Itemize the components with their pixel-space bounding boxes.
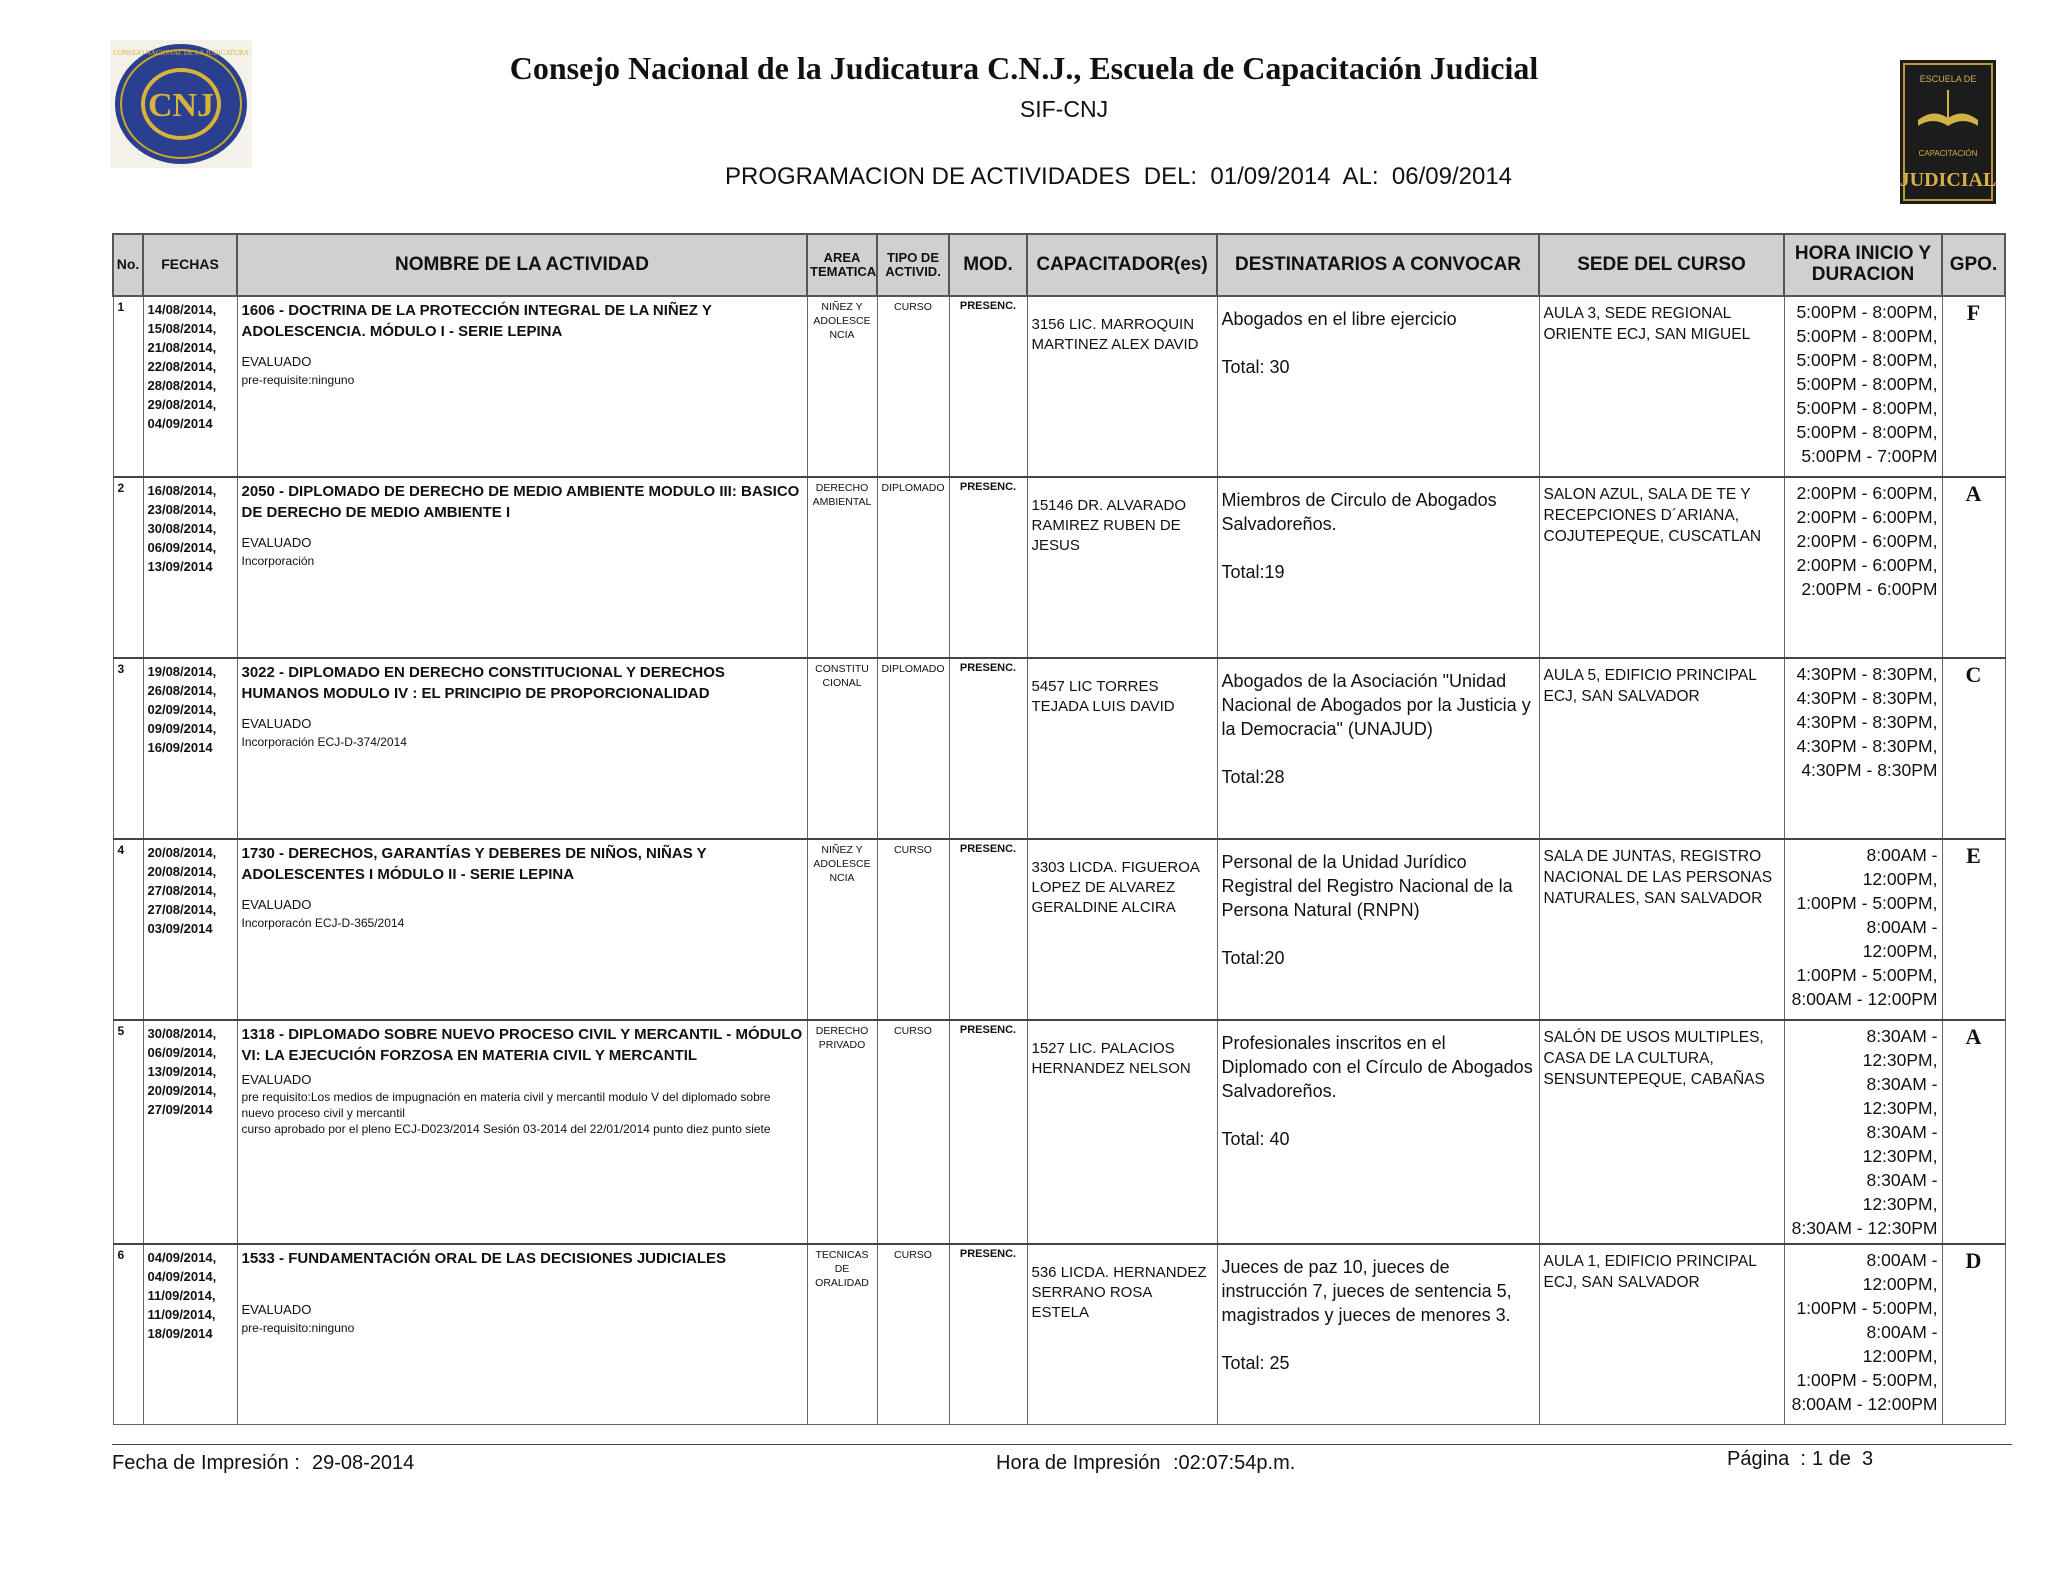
- row-type: CURSO: [877, 1244, 949, 1425]
- row-recipients: [1217, 839, 1539, 1020]
- activity-note: Incorporación ECJ-D-374/2014: [241, 735, 407, 749]
- col-header-destinatarios: DESTINATARIOS A CONVOCAR: [1217, 234, 1539, 296]
- row-venue: AULA 3, SEDE REGIONAL ORIENTE ECJ, SAN MIGUEL: [1539, 296, 1784, 477]
- col-header-area: AREA TEMATICA: [807, 234, 877, 296]
- activity-title: 1533 - FUNDAMENTACIÓN ORAL DE LAS DECISIONES JUDICIALES: [241, 1250, 727, 1267]
- page-value: 1 de 3: [1812, 1448, 1874, 1470]
- activity-note: Incorporacón ECJ-D-365/2014: [241, 916, 405, 930]
- recipients-total: Total: 40: [1221, 1129, 1290, 1149]
- row-number: 4: [113, 839, 143, 1020]
- row-area: NIÑEZ Y ADOLESCE NCIA: [807, 839, 877, 1020]
- col-header-hora: HORA INICIO Y DURACION: [1784, 234, 1942, 296]
- activity-note: pre requisito:Los medios de impugnación en materia civil y mercantil modulo V del diplomado sobre nuevo proceso civil y mercantil curso aprobado por el pleno ECJ-D023/2014 Sesión 03-2014 del 22/01/2014 punto diez punto siete: [241, 1090, 771, 1136]
- activity-status: EVALUADO: [241, 1072, 312, 1087]
- col-header-sede: SEDE DEL CURSO: [1539, 234, 1784, 296]
- row-activity: [237, 477, 807, 658]
- row-venue: SALÓN DE USOS MULTIPLES, CASA DE LA CULTURA, SENSUNTEPEQUE, CABAÑAS: [1539, 1020, 1784, 1244]
- recipients-total: Total: 25: [1221, 1353, 1290, 1373]
- col-header-tipo: TIPO DE ACTIVID.: [877, 234, 949, 296]
- row-activity: [237, 658, 807, 839]
- row-area: CONSTITU CIONAL: [807, 658, 877, 839]
- row-type: DIPLOMADO: [877, 477, 949, 658]
- recipients-text: Abogados de la Asociación "Unidad Nacional de Abogados por la Justicia y la Democracia" (UNAJUD): [1221, 671, 1531, 739]
- row-area: TECNICAS DE ORALIDAD: [807, 1244, 877, 1425]
- row-modality: PRESENC.: [949, 839, 1027, 1020]
- table-row: [113, 839, 2005, 1020]
- row-recipients: [1217, 1020, 1539, 1244]
- row-trainer: 1527 LIC. PALACIOS HERNANDEZ NELSON: [1027, 1020, 1217, 1244]
- row-group: C: [1942, 658, 2005, 839]
- row-activity: [237, 296, 807, 477]
- row-activity: [237, 1244, 807, 1425]
- recipients-total: Total:28: [1221, 767, 1285, 787]
- row-recipients: [1217, 296, 1539, 477]
- row-recipients: [1217, 477, 1539, 658]
- activity-title: 1730 - DERECHOS, GARANTÍAS Y DEBERES DE NIÑOS, NIÑAS Y ADOLESCENTES I MÓDULO II - SERIE LEPINA: [241, 845, 707, 883]
- row-activity: [237, 1020, 807, 1244]
- row-dates: 04/09/2014, 04/09/2014, 11/09/2014, 11/09/2014, 18/09/2014: [143, 1244, 237, 1425]
- activities-table: [112, 233, 2006, 1425]
- col-header-gpo: GPO.: [1942, 234, 2005, 296]
- svg-text:CNJ: CNJ: [147, 87, 215, 124]
- row-group: D: [1942, 1244, 2005, 1425]
- row-type: DIPLOMADO: [877, 658, 949, 839]
- recipients-total: Total:19: [1221, 562, 1285, 582]
- recipients-text: Personal de la Unidad Jurídico Registral del Registro Nacional de la Persona Natural (RNPN): [1221, 852, 1513, 920]
- activity-title: 1318 - DIPLOMADO SOBRE NUEVO PROCESO CIVIL Y MERCANTIL - MÓDULO VI: LA EJECUCIÓN FORZOSA EN MATERIA CIVIL Y MERCANTIL: [241, 1026, 803, 1064]
- row-group: A: [1942, 1020, 2005, 1244]
- row-group: F: [1942, 296, 2005, 477]
- row-number: 3: [113, 658, 143, 839]
- row-schedule: 5:00PM - 8:00PM, 5:00PM - 8:00PM, 5:00PM - 8:00PM, 5:00PM - 8:00PM, 5:00PM - 8:00PM, 5:00PM - 8:00PM, 5:00PM - 7:00PM: [1784, 296, 1942, 477]
- row-dates: 16/08/2014, 23/08/2014, 30/08/2014, 06/09/2014, 13/09/2014: [143, 477, 237, 658]
- activity-title: 3022 - DIPLOMADO EN DERECHO CONSTITUCIONAL Y DERECHOS HUMANOS MODULO IV : EL PRINCIPIO DE PROPORCIONALIDAD: [241, 664, 725, 702]
- row-venue: SALON AZUL, SALA DE TE Y RECEPCIONES D´ARIANA, COJUTEPEQUE, CUSCATLAN: [1539, 477, 1784, 658]
- row-modality: PRESENC.: [949, 1020, 1027, 1244]
- recipients-total: Total:20: [1221, 948, 1285, 968]
- svg-text:CAPACITACIÓN: CAPACITACIÓN: [1918, 149, 1978, 158]
- row-venue: AULA 5, EDIFICIO PRINCIPAL ECJ, SAN SALVADOR: [1539, 658, 1784, 839]
- row-trainer: 3156 LIC. MARROQUIN MARTINEZ ALEX DAVID: [1027, 296, 1217, 477]
- recipients-text: Jueces de paz 10, jueces de instrucción 7, jueces de sentencia 5, magistrados y jueces de menores 3.: [1221, 1257, 1512, 1325]
- row-area: NIÑEZ Y ADOLESCE NCIA: [807, 296, 877, 477]
- print-time-label: Hora de Impresión: [996, 1452, 1161, 1474]
- system-subtitle: SIF-CNJ: [1019, 96, 1109, 122]
- row-group: E: [1942, 839, 2005, 1020]
- row-recipients: [1217, 658, 1539, 839]
- row-activity: [237, 839, 807, 1020]
- row-number: 6: [113, 1244, 143, 1425]
- activity-status: EVALUADO: [241, 1302, 312, 1317]
- footer-divider: [112, 1444, 2012, 1445]
- activity-note: Incorporación: [241, 554, 315, 568]
- row-venue: SALA DE JUNTAS, REGISTRO NACIONAL DE LAS PERSONAS NATURALES, SAN SALVADOR: [1539, 839, 1784, 1020]
- row-number: 2: [113, 477, 143, 658]
- activity-status: EVALUADO: [241, 897, 312, 912]
- row-trainer: 5457 LIC TORRES TEJADA LUIS DAVID: [1027, 658, 1217, 839]
- row-type: CURSO: [877, 839, 949, 1020]
- row-group: A: [1942, 477, 2005, 658]
- row-schedule: 4:30PM - 8:30PM, 4:30PM - 8:30PM, 4:30PM - 8:30PM, 4:30PM - 8:30PM, 4:30PM - 8:30PM: [1784, 658, 1942, 839]
- activity-title: 1606 - DOCTRINA DE LA PROTECCIÓN INTEGRAL DE LA NIÑEZ Y ADOLESCENCIA. MÓDULO I - SERIE LEPINA: [241, 302, 712, 340]
- row-recipients: [1217, 1244, 1539, 1425]
- table-row: [113, 1020, 2005, 1244]
- svg-text:CONSEJO NACIONAL DE LA JUDICAT: CONSEJO NACIONAL DE LA JUDICATURA: [113, 49, 249, 57]
- row-modality: PRESENC.: [949, 1244, 1027, 1425]
- row-number: 1: [113, 296, 143, 477]
- table-row: [113, 658, 2005, 839]
- print-time-value: :02:07:54p.m.: [1173, 1452, 1296, 1474]
- activity-status: EVALUADO: [241, 354, 312, 369]
- table-row: [113, 1244, 2005, 1425]
- row-area: DERECHO AMBIENTAL: [807, 477, 877, 658]
- row-type: CURSO: [877, 1020, 949, 1244]
- recipients-text: Miembros de Circulo de Abogados Salvadoreños.: [1221, 490, 1497, 534]
- row-type: CURSO: [877, 296, 949, 477]
- col-header-fechas: FECHAS: [143, 234, 237, 296]
- row-schedule: 8:00AM - 12:00PM, 1:00PM - 5:00PM, 8:00AM - 12:00PM, 1:00PM - 5:00PM, 8:00AM - 12:00PM: [1784, 839, 1942, 1020]
- row-dates: 14/08/2014, 15/08/2014, 21/08/2014, 22/08/2014, 28/08/2014, 29/08/2014, 04/09/2014: [143, 296, 237, 477]
- row-area: DERECHO PRIVADO: [807, 1020, 877, 1244]
- row-schedule: 8:00AM - 12:00PM, 1:00PM - 5:00PM, 8:00AM - 12:00PM, 1:00PM - 5:00PM, 8:00AM - 12:00PM: [1784, 1244, 1942, 1425]
- organization-title: Consejo Nacional de la Judicatura C.N.J., Escuela de Capacitación Judicial: [509, 50, 1539, 86]
- row-number: 5: [113, 1020, 143, 1244]
- col-header-capacitador: CAPACITADOR(es): [1027, 234, 1217, 296]
- row-schedule: 8:30AM - 12:30PM, 8:30AM - 12:30PM, 8:30AM - 12:30PM, 8:30AM - 12:30PM, 8:30AM - 12:30PM: [1784, 1020, 1942, 1244]
- page-label: Página :: [1727, 1448, 1806, 1470]
- row-trainer: 15146 DR. ALVARADO RAMIREZ RUBEN DE JESUS: [1027, 477, 1217, 658]
- recipients-text: Profesionales inscritos en el Diplomado con el Círculo de Abogados Salvadoreños.: [1221, 1033, 1533, 1101]
- col-header-no: No.: [113, 234, 143, 296]
- row-dates: 20/08/2014, 20/08/2014, 27/08/2014, 27/08/2014, 03/09/2014: [143, 839, 237, 1020]
- row-venue: AULA 1, EDIFICIO PRINCIPAL ECJ, SAN SALVADOR: [1539, 1244, 1784, 1425]
- activity-status: EVALUADO: [241, 535, 312, 550]
- row-dates: 30/08/2014, 06/09/2014, 13/09/2014, 20/09/2014, 27/09/2014: [143, 1020, 237, 1244]
- row-modality: PRESENC.: [949, 296, 1027, 477]
- print-date-label: Fecha de Impresión :: [112, 1452, 300, 1474]
- recipients-total: Total: 30: [1221, 357, 1290, 377]
- table-row: [113, 477, 2005, 658]
- report-title: PROGRAMACION DE ACTIVIDADES DEL: 01/09/2014 AL: 06/09/2014: [725, 163, 1513, 190]
- row-schedule: 2:00PM - 6:00PM, 2:00PM - 6:00PM, 2:00PM - 6:00PM, 2:00PM - 6:00PM, 2:00PM - 6:00PM: [1784, 477, 1942, 658]
- table-header-row: [113, 234, 2005, 296]
- row-modality: PRESENC.: [949, 477, 1027, 658]
- row-modality: PRESENC.: [949, 658, 1027, 839]
- activity-note: pre-requisite:ninguno: [241, 373, 355, 387]
- print-date-value: 29-08-2014: [312, 1452, 415, 1474]
- activity-title: 2050 - DIPLOMADO DE DERECHO DE MEDIO AMBIENTE MODULO III: BASICO DE DERECHO DE MEDIO AMBIENTE I: [241, 483, 800, 521]
- col-header-mod: MOD.: [949, 234, 1027, 296]
- svg-text:ESCUELA DE: ESCUELA DE: [1919, 74, 1977, 84]
- activity-status: EVALUADO: [241, 716, 312, 731]
- table-row: [113, 296, 2005, 477]
- col-header-nombre: NOMBRE DE LA ACTIVIDAD: [237, 234, 807, 296]
- row-trainer: 536 LICDA. HERNANDEZ SERRANO ROSA ESTELA: [1027, 1244, 1217, 1425]
- row-dates: 19/08/2014, 26/08/2014, 02/09/2014, 09/09/2014, 16/09/2014: [143, 658, 237, 839]
- row-trainer: 3303 LICDA. FIGUEROA LOPEZ DE ALVAREZ GERALDINE ALCIRA: [1027, 839, 1217, 1020]
- recipients-text: Abogados en el libre ejercicio: [1221, 309, 1457, 329]
- svg-text:JUDICIAL: JUDICIAL: [1900, 169, 1996, 191]
- activity-note: pre-requisito:ninguno: [241, 1321, 355, 1335]
